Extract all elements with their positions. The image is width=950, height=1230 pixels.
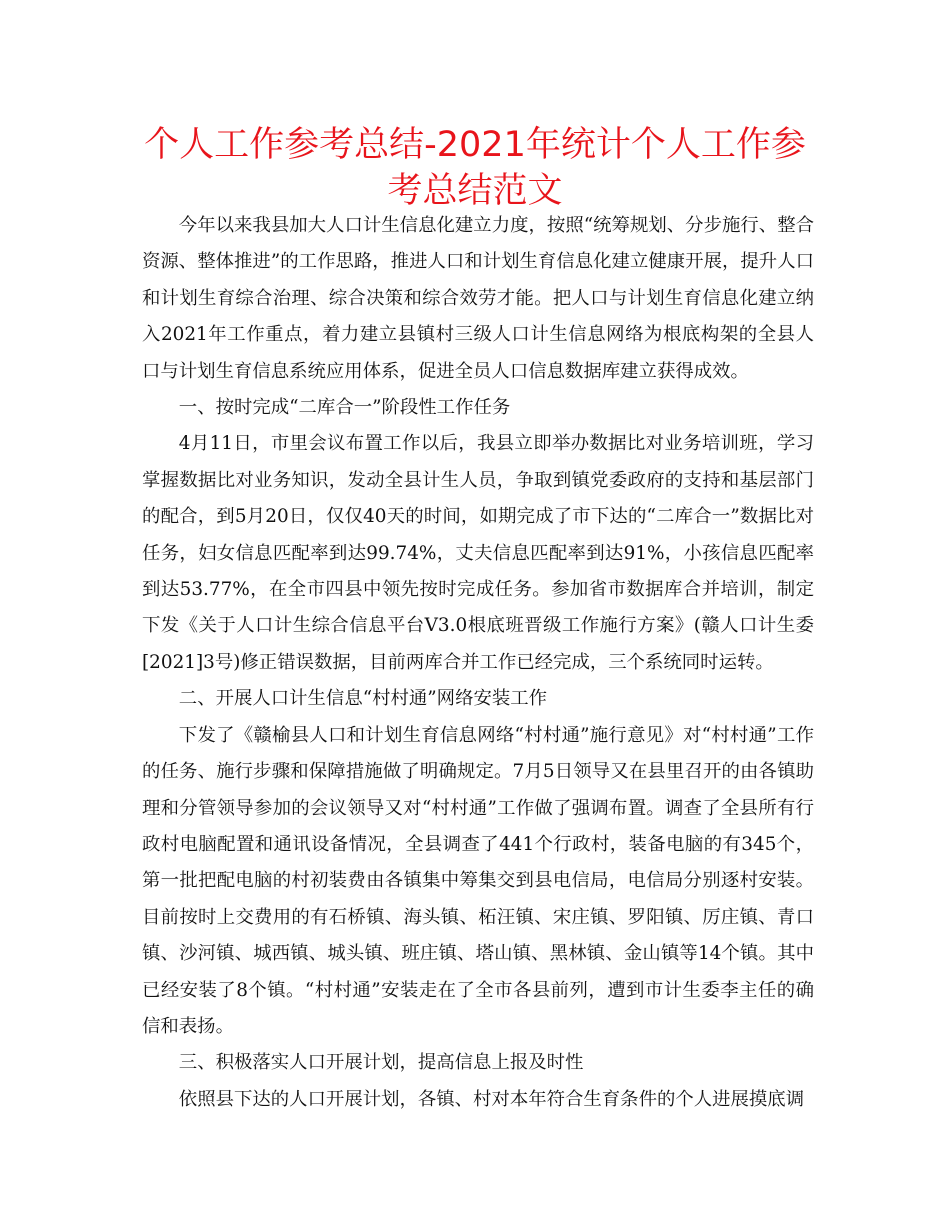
section-heading-2: 二、开展人口计生信息“村村通”网络安装工作 [178,688,548,710]
paragraph-intro: 今年以来我县加大人口计生信息化建立力度，按照“统筹规划、分步施行、整合资源、整体推进”的工作思路，推进人口和计划生育信息化建立健康开展，提升人口和计划生育综合治理、综合决策和综合效劳才能。把人口与计划生育信息化建立纳入2021年工作重点，着力建立县镇村三级人口计生信息网络为根底构架的全县人口与计划生育信息系统应用体系，促进全员人口信息数据库建立获得成效。 [142,215,814,382]
section-heading-3: 三、积极落实人口开展计划，提高信息上报及时性 [178,1052,584,1074]
section-heading-1: 一、按时完成“二库合一”阶段性工作任务 [178,397,511,419]
document-title: 个人工作参考总结-2021年统计个人工作参考总结范文 [144,125,806,211]
document-body [142,208,814,1118]
paragraph-section-2: 下发了《赣榆县人口和计划生育信息网络“村村通”施行意见》对“村村通”工作的任务、施行步骤和保障措施做了明确规定。7月5日领导又在县里召开的由各镇助理和分管领导参加的会议领导又对“村村通”工作做了强调布置。调查了全县所有行政村电脑配置和通讯设备情况，全县调查了441个行政村，装备电脑的有345个，第一批把配电脑的村初装费由各镇集中筹集交到县电信局，电信局分别逐村安装。目前按时上交费用的有石桥镇、海头镇、柘汪镇、宋庄镇、罗阳镇、厉庄镇、青口镇、沙河镇、城西镇、城头镇、班庄镇、塔山镇、黑林镇、金山镇等14个镇。其中已经安装了8个镇。“村村通”安装走在了全市各县前列，遭到市计生委李主任的确信和表扬。 [142,724,814,1037]
paragraph-section-3: 依照县下达的人口开展计划，各镇、村对本年符合生育条件的个人进展摸底调 [178,1088,805,1110]
paragraph-section-1: 4月11日，市里会议布置工作以后，我县立即举办数据比对业务培训班，学习掌握数据比对业务知识，发动全县计生人员，争取到镇党委政府的支持和基层部门的配合，到5月20日，仅仅40天的时间，如期完成了市下达的“二库合一”数据比对任务，妇女信息匹配率到达99.74%，丈夫信息匹配率到达91%，小孩信息匹配率到达53.77%，在全市四县中领先按时完成任务。参加省市数据库合并培训，制定下发《关于人口计生综合信息平台V3.0根底班晋级工作施行方案》(赣人口计生委[2021]3号)修正错误数据，目前两库合并工作已经完成，三个系统同时运转。 [142,433,814,673]
